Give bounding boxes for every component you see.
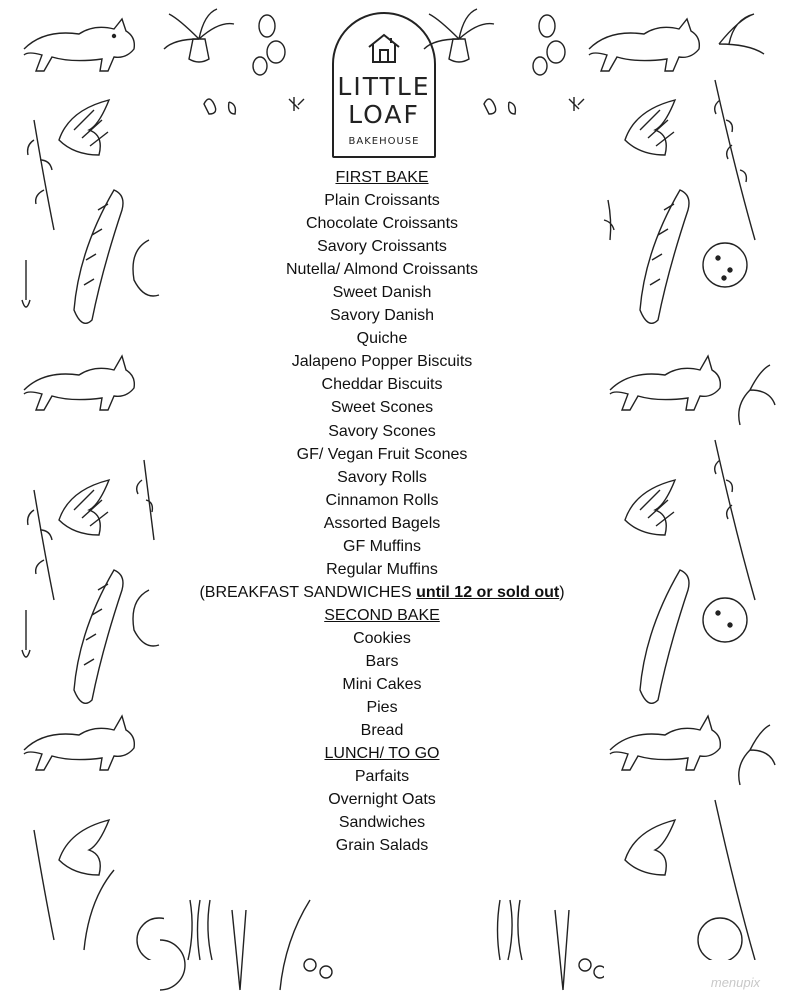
menu-item: Regular Muffins [326,560,438,578]
menu-item: Pies [366,699,398,717]
section-title-lunch: LUNCH/ TO GO [324,745,440,763]
menu-item: Grain Salads [335,837,429,855]
menu-item: Savory Scones [328,422,436,440]
logo-text-bakehouse: BAKEHOUSE [348,136,420,147]
watermark-text: menupix [710,975,760,990]
menu-item: Bread [360,722,404,740]
menu-item: Chocolate Croissants [305,215,459,233]
section-title-first-bake: FIRST BAKE [335,169,429,186]
bakery-illustrations-icon [600,60,780,960]
menu-item: Savory Danish [329,307,435,325]
menu-item: Overnight Oats [328,791,436,809]
menu-item: Savory Rolls [337,468,427,486]
note-emphasis: until 12 or sold out [416,583,560,601]
menu-item: Cookies [353,629,411,647]
menu-item: Mini Cakes [342,676,422,694]
logo-text-loaf: LOAF [348,100,420,129]
menu-item: Assorted Bagels [323,514,441,532]
menu-item: Sweet Danish [332,284,432,302]
section-title-second-bake: SECOND BAKE [324,606,440,624]
note-suffix: ) [559,583,565,601]
menu-item: Nutella/ Almond Croissants [285,261,479,279]
menu-item: Plain Croissants [324,192,440,210]
bakehouse-logo [332,12,436,158]
right-border-illustrations [600,60,780,960]
menu-item: Cinnamon Rolls [325,491,439,509]
menu-list [160,166,604,857]
menu-item: Quiche [356,330,408,348]
house-icon [366,32,402,64]
menu-item: Sweet Scones [330,399,434,417]
kitchen-tools-icon [160,890,604,1000]
menu-item: Parfaits [354,768,410,786]
logo-text-little: LITTLE [337,72,431,101]
menu-item: Jalapeno Popper Biscuits [291,353,473,371]
bottom-border-illustrations [160,890,604,1000]
menu-item: GF/ Vegan Fruit Scones [296,445,468,463]
left-border-illustrations [14,60,164,960]
menu-item: Sandwiches [338,814,426,832]
bakery-illustrations-icon [14,60,164,960]
note-prefix: (BREAKFAST SANDWICHES [199,583,417,601]
menu-item: Cheddar Biscuits [321,376,443,394]
menu-item: Savory Croissants [317,238,447,256]
menu-item: GF Muffins [343,537,421,555]
menu-item: Bars [365,652,399,670]
breakfast-sandwiches-note [160,581,604,604]
